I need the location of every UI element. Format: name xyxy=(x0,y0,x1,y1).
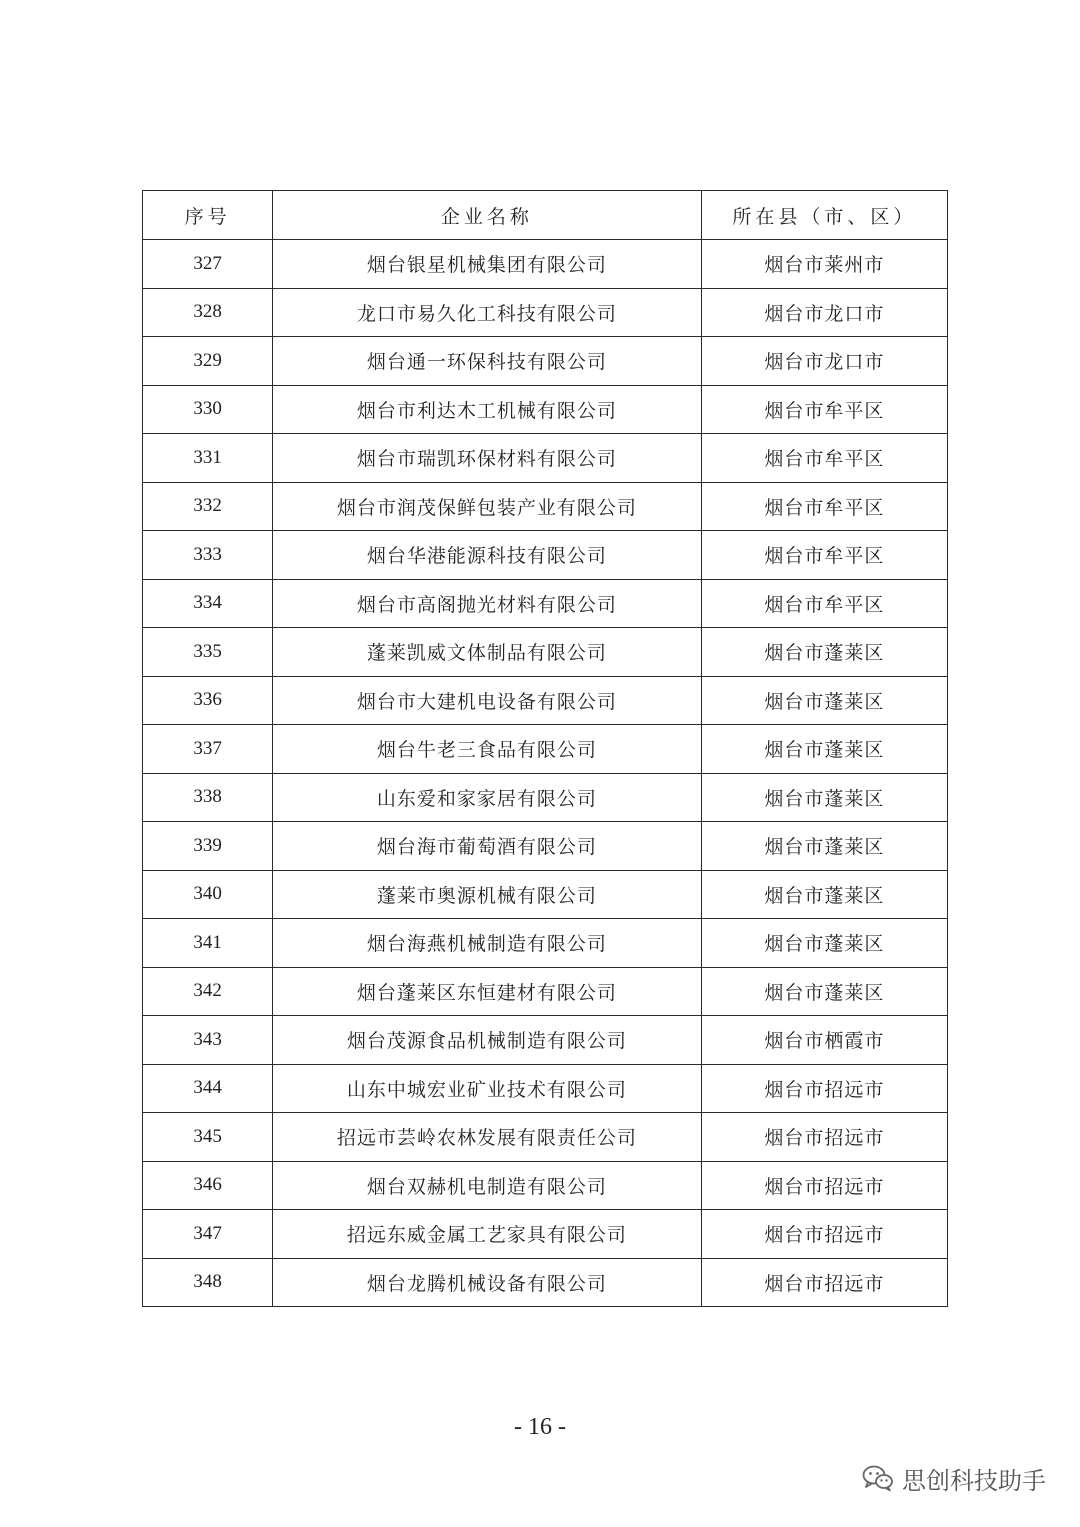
cell-location: 烟台市蓬莱区 xyxy=(701,919,947,968)
cell-name: 烟台银星机械集团有限公司 xyxy=(273,240,702,289)
cell-location: 烟台市蓬莱区 xyxy=(701,773,947,822)
cell-location: 烟台市蓬莱区 xyxy=(701,967,947,1016)
cell-location: 烟台市招远市 xyxy=(701,1064,947,1113)
cell-name: 山东中城宏业矿业技术有限公司 xyxy=(273,1064,702,1113)
page-number: - 16 - xyxy=(514,1414,566,1440)
cell-no: 346 xyxy=(143,1161,273,1210)
watermark-text: 思创科技助手 xyxy=(902,1466,1046,1495)
cell-location: 烟台市龙口市 xyxy=(701,337,947,386)
cell-name: 烟台市大建机电设备有限公司 xyxy=(273,676,702,725)
table-row xyxy=(143,1016,948,1065)
cell-location: 烟台市牟平区 xyxy=(701,434,947,483)
cell-location: 烟台市蓬莱区 xyxy=(701,822,947,871)
table-row xyxy=(143,870,948,919)
cell-location: 烟台市牟平区 xyxy=(701,579,947,628)
table-row xyxy=(143,773,948,822)
cell-no: 333 xyxy=(143,531,273,580)
table-header-row xyxy=(143,191,948,240)
cell-no: 340 xyxy=(143,870,273,919)
cell-name: 烟台华港能源科技有限公司 xyxy=(273,531,702,580)
enterprise-table xyxy=(142,190,948,1307)
table-row xyxy=(143,385,948,434)
cell-no: 343 xyxy=(143,1016,273,1065)
cell-location: 烟台市牟平区 xyxy=(701,385,947,434)
cell-name: 烟台茂源食品机械制造有限公司 xyxy=(273,1016,702,1065)
cell-name: 烟台海燕机械制造有限公司 xyxy=(273,919,702,968)
cell-no: 348 xyxy=(143,1258,273,1307)
cell-no: 347 xyxy=(143,1210,273,1259)
watermark xyxy=(862,1458,1046,1498)
cell-no: 337 xyxy=(143,725,273,774)
header-name: 企业名称 xyxy=(273,191,702,240)
table-row xyxy=(143,967,948,1016)
header-no: 序号 xyxy=(143,191,273,240)
table-row xyxy=(143,1064,948,1113)
table-row xyxy=(143,822,948,871)
cell-no: 345 xyxy=(143,1113,273,1162)
table-row xyxy=(143,579,948,628)
cell-location: 烟台市莱州市 xyxy=(701,240,947,289)
cell-location: 烟台市招远市 xyxy=(701,1161,947,1210)
table-row xyxy=(143,288,948,337)
table-row xyxy=(143,531,948,580)
cell-location: 烟台市蓬莱区 xyxy=(701,725,947,774)
cell-no: 330 xyxy=(143,385,273,434)
cell-name: 烟台海市葡萄酒有限公司 xyxy=(273,822,702,871)
cell-location: 烟台市牟平区 xyxy=(701,531,947,580)
cell-location: 烟台市招远市 xyxy=(701,1210,947,1259)
table-row xyxy=(143,337,948,386)
table-body xyxy=(143,240,948,1307)
cell-name: 龙口市易久化工科技有限公司 xyxy=(273,288,702,337)
table-row xyxy=(143,240,948,289)
cell-no: 328 xyxy=(143,288,273,337)
table-row xyxy=(143,1210,948,1259)
cell-name: 招远市芸岭农林发展有限责任公司 xyxy=(273,1113,702,1162)
cell-name: 烟台蓬莱区东恒建材有限公司 xyxy=(273,967,702,1016)
cell-name: 烟台通一环保科技有限公司 xyxy=(273,337,702,386)
header-location: 所在县（市、区） xyxy=(701,191,947,240)
table-row xyxy=(143,1161,948,1210)
cell-name: 蓬莱市奥源机械有限公司 xyxy=(273,870,702,919)
cell-no: 334 xyxy=(143,579,273,628)
cell-no: 344 xyxy=(143,1064,273,1113)
table-row xyxy=(143,1113,948,1162)
table-row xyxy=(143,1258,948,1307)
cell-location: 烟台市招远市 xyxy=(701,1258,947,1307)
cell-no: 329 xyxy=(143,337,273,386)
cell-name: 烟台牛老三食品有限公司 xyxy=(273,725,702,774)
cell-location: 烟台市牟平区 xyxy=(701,482,947,531)
cell-location: 烟台市蓬莱区 xyxy=(701,870,947,919)
cell-no: 339 xyxy=(143,822,273,871)
cell-no: 338 xyxy=(143,773,273,822)
table-row xyxy=(143,676,948,725)
cell-name: 蓬莱凯威文体制品有限公司 xyxy=(273,628,702,677)
cell-no: 336 xyxy=(143,676,273,725)
cell-location: 烟台市蓬莱区 xyxy=(701,628,947,677)
cell-name: 招远东威金属工艺家具有限公司 xyxy=(273,1210,702,1259)
cell-no: 342 xyxy=(143,967,273,1016)
cell-no: 332 xyxy=(143,482,273,531)
cell-location: 烟台市招远市 xyxy=(701,1113,947,1162)
cell-name: 烟台市润茂保鲜包装产业有限公司 xyxy=(273,482,702,531)
table-row xyxy=(143,628,948,677)
table-row xyxy=(143,482,948,531)
cell-name: 烟台市利达木工机械有限公司 xyxy=(273,385,702,434)
cell-name: 烟台双赫机电制造有限公司 xyxy=(273,1161,702,1210)
cell-no: 335 xyxy=(143,628,273,677)
table-row xyxy=(143,434,948,483)
cell-name: 烟台市瑞凯环保材料有限公司 xyxy=(273,434,702,483)
cell-location: 烟台市栖霞市 xyxy=(701,1016,947,1065)
cell-no: 331 xyxy=(143,434,273,483)
cell-name: 山东爱和家家居有限公司 xyxy=(273,773,702,822)
cell-no: 327 xyxy=(143,240,273,289)
wechat-icon xyxy=(862,1464,894,1492)
cell-location: 烟台市蓬莱区 xyxy=(701,676,947,725)
cell-location: 烟台市龙口市 xyxy=(701,288,947,337)
cell-no: 341 xyxy=(143,919,273,968)
table-row xyxy=(143,725,948,774)
cell-name: 烟台市高阁抛光材料有限公司 xyxy=(273,579,702,628)
table-row xyxy=(143,919,948,968)
cell-name: 烟台龙腾机械设备有限公司 xyxy=(273,1258,702,1307)
